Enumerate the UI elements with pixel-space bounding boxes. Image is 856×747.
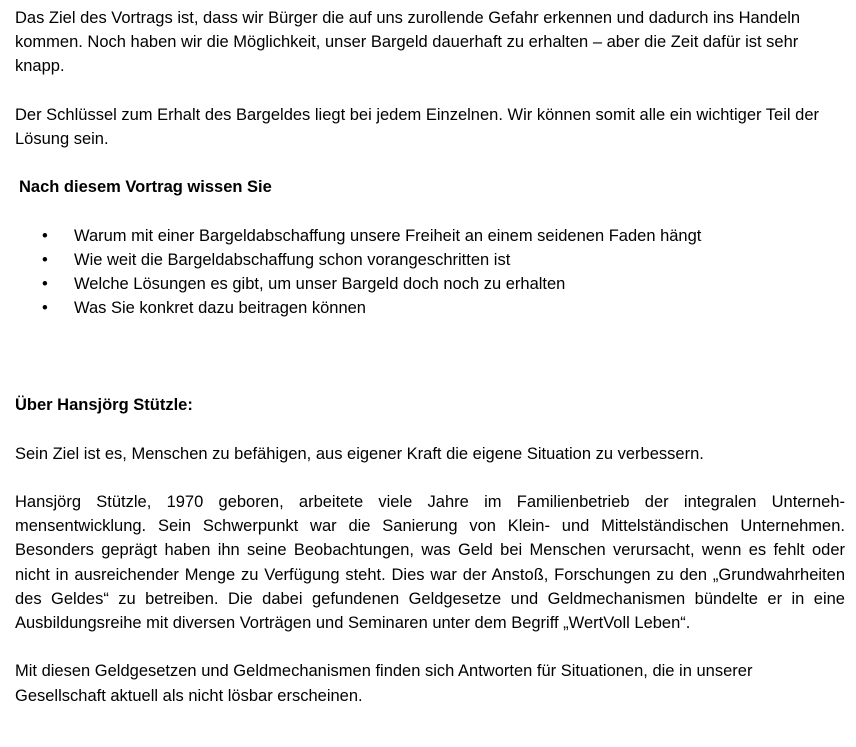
spacer xyxy=(15,466,845,490)
list-item xyxy=(15,248,845,272)
about-bio-paragraph: Hansjörg Stützle, 1970 geboren, arbeitete viele Jahre im Familienbetrieb der integralen Unternehmensentwicklung. Sein Schwerpunkt war die Sanierung von Klein- und Mittelständischen Unternehmen. Besonders geprägt haben ihn seine Beobachtungen, was Geld bei Menschen verursacht, wenn es fehlt oder nicht in ausreichender Menge zu Verfügung steht. Dies war der Anstoß, Forschungen zu den „Grundwahrheiten des Geldes“ zu betreiben. Die dabei gefundenen Geldgesetze und Geldmechanismen bündelte er in eine Ausbildungsreihe mit diversen Vorträgen und Seminaren unter dem Begriff „WertVoll Leben“. xyxy=(15,492,845,632)
takeaways-heading: Nach diesem Vortrag wissen Sie xyxy=(19,178,272,197)
about-closing-paragraph: Mit diesen Geldgesetzen und Geldmechanismen finden sich Antworten für Situationen, die in unserer Gesellschaft aktuell als nicht lösbar erscheinen. xyxy=(15,662,753,705)
list-item-text: Wie weit die Bargeldabschaffung schon vorangeschritten ist xyxy=(74,250,511,269)
spacer xyxy=(15,321,845,394)
spacer xyxy=(15,200,845,224)
spacer xyxy=(15,151,845,175)
about-heading: Über Hansjörg Stützle: xyxy=(15,396,193,415)
document-page xyxy=(15,6,845,708)
spacer xyxy=(15,635,845,659)
list-item xyxy=(15,272,845,296)
intro-paragraph: Das Ziel des Vortrags ist, dass wir Bürger die auf uns zurollende Gefahr erkennen und dadurch ins Handeln kommen. Noch haben wir die Möglichkeit, unser Bargeld dauerhaft zu erhalten – aber die Zeit dafür ist sehr knapp. xyxy=(15,9,801,76)
bullet-icon: • xyxy=(42,226,48,245)
intro-paragraph: Der Schlüssel zum Erhalt des Bargeldes liegt bei jedem Einzelnen. Wir können somit alle ein wichtiger Teil der Lösung sein. xyxy=(15,105,819,148)
spacer xyxy=(15,79,845,103)
list-item-text: Was Sie konkret dazu beitragen können xyxy=(74,299,366,318)
bullet-icon: • xyxy=(42,275,48,294)
bullet-icon: • xyxy=(42,299,48,318)
list-item-text: Welche Lösungen es gibt, um unser Bargeld doch noch zu erhalten xyxy=(74,275,566,294)
bullet-icon: • xyxy=(42,250,48,269)
list-item xyxy=(15,224,845,248)
list-item-text: Warum mit einer Bargeldabschaffung unsere Freiheit an einem seidenen Faden hängt xyxy=(74,226,702,245)
spacer xyxy=(15,417,845,441)
takeaways-list xyxy=(15,224,845,321)
list-item xyxy=(15,296,845,320)
about-goal-paragraph: Sein Ziel ist es, Menschen zu befähigen, aus eigener Kraft die eigene Situation zu verbessern. xyxy=(15,444,704,463)
